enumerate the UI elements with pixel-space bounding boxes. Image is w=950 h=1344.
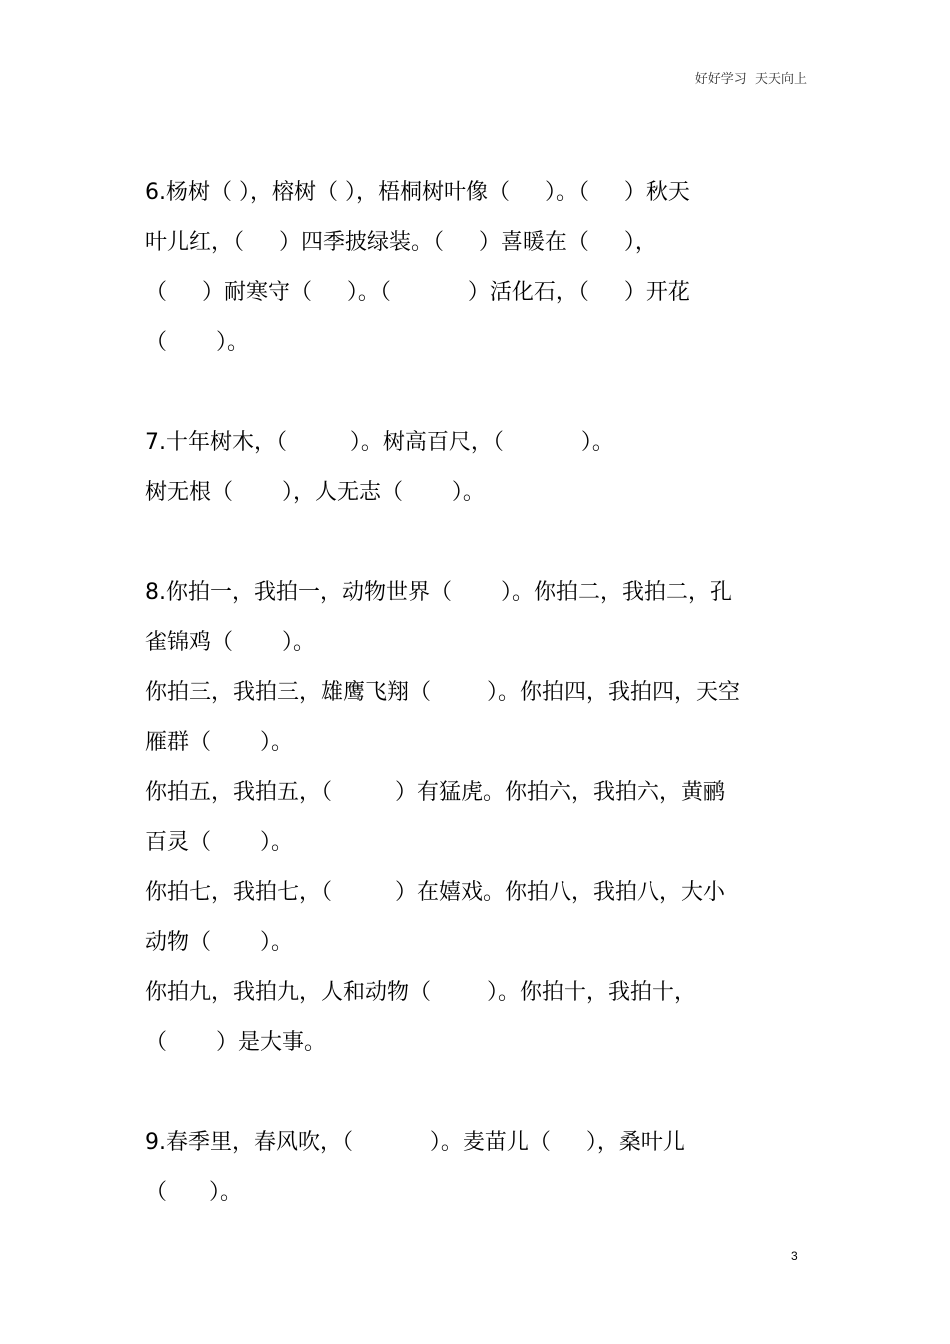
- question-line: 动物（ ）。: [145, 930, 293, 955]
- question-6: [145, 168, 810, 368]
- question-line: （ ）。: [145, 1180, 242, 1205]
- question-line: 你拍三，我拍三，雄鹰飞翔（ ）。你拍四，我拍四，天空: [145, 680, 740, 705]
- question-line: 树无根（ ），人无志（ ）。: [145, 480, 485, 505]
- question-line: 8.你拍一，我拍一，动物世界（ ）。你拍二，我拍二，孔: [145, 580, 732, 605]
- question-line: 你拍九，我拍九，人和动物（ ）。你拍十，我拍十，: [145, 980, 696, 1005]
- page-header: 好好学习 天天向上: [694, 72, 807, 87]
- question-line: 你拍五，我拍五，（ ）有猛虎。你拍六，我拍六，黄鹂: [145, 780, 725, 805]
- question-7: [145, 418, 810, 518]
- page-number: 3: [791, 1249, 798, 1263]
- question-9: [145, 1118, 810, 1218]
- question-line: （ ）是大事。: [145, 1030, 326, 1055]
- question-8: [145, 568, 810, 1068]
- document-body: [145, 168, 810, 1218]
- question-line: 雁群（ ）。: [145, 730, 293, 755]
- question-line: 百灵（ ）。: [145, 830, 293, 855]
- question-line: 你拍七，我拍七，（ ）在嬉戏。你拍八，我拍八，大小: [145, 880, 725, 905]
- question-line: （ ）。: [145, 330, 249, 355]
- question-line: 叶儿红，（ ）四季披绿装。（ ）喜暖在（ ），: [145, 230, 657, 255]
- question-line: （ ）耐寒守（ ）。（ ）活化石，（ ）开花: [145, 280, 690, 305]
- question-line: 7.十年树木，（ ）。树高百尺，（ ）。: [145, 430, 614, 455]
- question-line: 雀锦鸡（ ）。: [145, 630, 315, 655]
- question-line: 9.春季里，春风吹，（ ）。麦苗儿（ ），桑叶儿: [145, 1130, 685, 1155]
- question-line: 6.杨树（ ），榕树（ ），梧桐树叶像（ ）。（ ）秋天: [145, 180, 690, 205]
